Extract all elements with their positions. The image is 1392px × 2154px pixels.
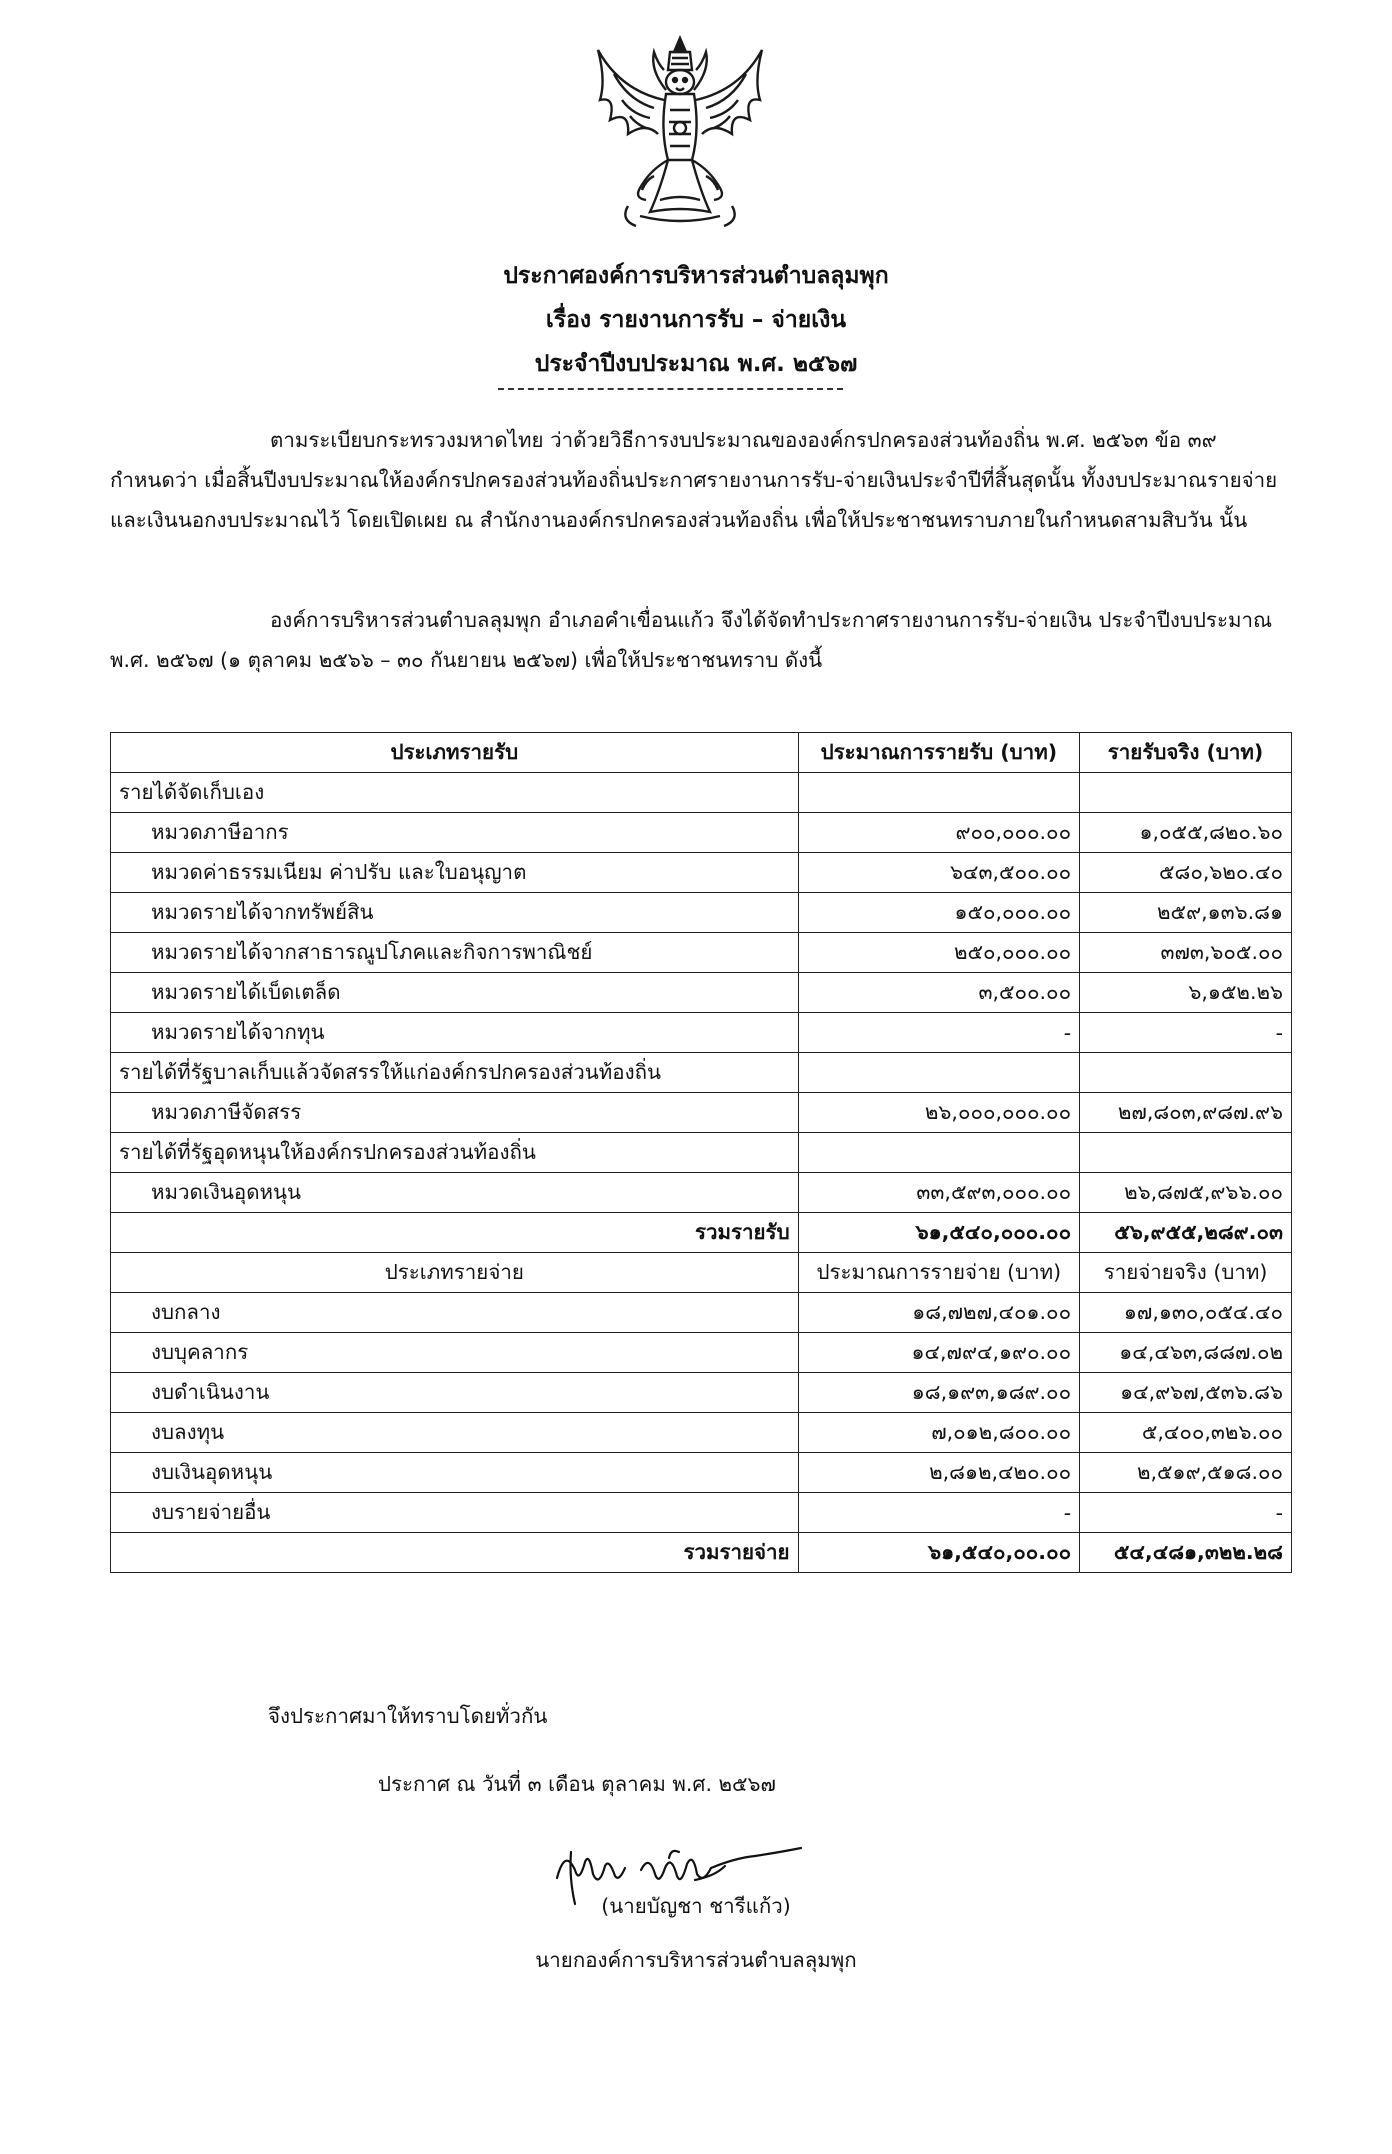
row-label: งบกลาง xyxy=(111,1293,799,1333)
statement-paragraph xyxy=(110,600,1280,680)
row-actual: - xyxy=(1080,1013,1292,1053)
table-row xyxy=(111,973,1292,1013)
income-header-row xyxy=(111,733,1292,773)
row-estimate: ๑๔,๗๙๔,๑๙๐.๐๐ xyxy=(798,1333,1080,1373)
table-row xyxy=(111,1053,1292,1093)
row-actual: ๑๗,๑๓๐,๐๕๔.๔๐ xyxy=(1080,1293,1292,1333)
table-row xyxy=(111,893,1292,933)
row-label: งบบุคลากร xyxy=(111,1333,799,1373)
row-label: งบเงินอุดหนุน xyxy=(111,1453,799,1493)
row-actual: ๖,๑๕๒.๒๖ xyxy=(1080,973,1292,1013)
announcement-fiscal-year: ประจำปีงบประมาณ พ.ศ. ๒๕๖๗ xyxy=(534,351,858,377)
row-label: รายได้ที่รัฐอุดหนุนให้องค์กรปกครองส่วนท้องถิ่น xyxy=(111,1133,799,1173)
announcement-subject: เรื่อง รายงานการรับ – จ่ายเงิน xyxy=(545,307,847,333)
row-estimate: ๒,๘๑๒,๔๒๐.๐๐ xyxy=(798,1453,1080,1493)
income-total-row xyxy=(111,1213,1292,1253)
row-actual: ๒,๕๑๙,๕๑๘.๐๐ xyxy=(1080,1453,1292,1493)
expense-total-estimate: ๖๑,๕๔๐,๐๐.๐๐ xyxy=(798,1533,1080,1573)
income-actual-header: รายรับจริง (บาท) xyxy=(1080,733,1292,773)
expense-type-header: ประเภทรายจ่าย xyxy=(111,1253,799,1293)
row-label: หมวดรายได้เบ็ดเตล็ด xyxy=(111,973,799,1013)
row-actual: ๑๔,๔๖๓,๘๘๗.๐๒ xyxy=(1080,1333,1292,1373)
expense-total-label: รวมรายจ่าย xyxy=(111,1533,799,1573)
row-estimate: ๑๘,๑๙๓,๑๘๙.๐๐ xyxy=(798,1373,1080,1413)
row-estimate xyxy=(798,1053,1080,1093)
garuda-emblem-icon xyxy=(580,30,780,240)
row-label: หมวดรายได้จากสาธารณูปโภคและกิจการพาณิชย์ xyxy=(111,933,799,973)
signer-name: (นายบัญชา ชารีแก้ว) xyxy=(601,1894,791,1918)
row-label: หมวดภาษีอากร xyxy=(111,813,799,853)
income-estimate-header: ประมาณการรายรับ (บาท) xyxy=(798,733,1080,773)
expense-actual-header: รายจ่ายจริง (บาท) xyxy=(1080,1253,1292,1293)
table-row xyxy=(111,1173,1292,1213)
row-label: รายได้จัดเก็บเอง xyxy=(111,773,799,813)
income-total-label: รวมรายรับ xyxy=(111,1213,799,1253)
row-actual: ๑๔,๙๖๗,๕๓๖.๘๖ xyxy=(1080,1373,1292,1413)
income-expense-table xyxy=(110,732,1292,1573)
row-actual: ๑,๐๕๕,๘๒๐.๖๐ xyxy=(1080,813,1292,853)
intro-paragraph-text: ตามระเบียบกระทรวงมหาดไทย ว่าด้วยวิธีการงบประมาณขององค์กรปกครองส่วนท้องถิ่น พ.ศ. ๒๕๖๓ ข้อ ๓๙ กำหนดว่า เมื่อสิ้นปีงบประมาณให้องค์กรปกครองส่วนท้องถิ่นประกาศรายงานการรับ-จ่ายเงินประจำปีที่สิ้นสุดนั้น ทั้งงบประมาณรายจ่ายและเงินนอกงบประมาณไว้ โดยเปิดเผย ณ สำนักงานองค์กรปกครองส่วนท้องถิ่น เพื่อให้ประชาชนทราบภายในกำหนดสามสิบวัน นั้น xyxy=(110,428,1278,532)
row-actual xyxy=(1080,1133,1292,1173)
table-row xyxy=(111,1013,1292,1053)
closing-statement: จึงประกาศมาให้ทราบโดยทั่วกัน xyxy=(268,1704,548,1728)
row-actual xyxy=(1080,1053,1292,1093)
row-actual: ๒๗,๘๐๓,๙๘๗.๙๖ xyxy=(1080,1093,1292,1133)
row-estimate: - xyxy=(798,1493,1080,1533)
row-label: งบรายจ่ายอื่น xyxy=(111,1493,799,1533)
table-row xyxy=(111,933,1292,973)
row-estimate xyxy=(798,1133,1080,1173)
announcement-date: ประกาศ ณ วันที่ ๓ เดือน ตุลาคม พ.ศ. ๒๕๖๗ xyxy=(378,1772,776,1796)
statement-paragraph-text: องค์การบริหารส่วนตำบลลุมพุก อำเภอคำเขื่อนแก้ว จึงได้จัดทำประกาศรายงานการรับ-จ่ายเงิน ประจำปีงบประมาณ พ.ศ. ๒๕๖๗ (๑ ตุลาคม ๒๕๖๖ – ๓๐ กันยายน ๒๕๖๗) เพื่อให้ประชาชนทราบ ดังนี้ xyxy=(110,608,1272,672)
income-total-estimate: ๖๑,๕๔๐,๐๐๐.๐๐ xyxy=(798,1213,1080,1253)
table-row xyxy=(111,1453,1292,1493)
table-row xyxy=(111,773,1292,813)
row-estimate xyxy=(798,773,1080,813)
row-actual: ๓๗๓,๖๐๕.๐๐ xyxy=(1080,933,1292,973)
row-label: หมวดรายได้จากทุน xyxy=(111,1013,799,1053)
expense-estimate-header: ประมาณการรายจ่าย (บาท) xyxy=(798,1253,1080,1293)
row-estimate: ๓,๕๐๐.๐๐ xyxy=(798,973,1080,1013)
row-actual: ๒๖,๘๗๕,๙๖๖.๐๐ xyxy=(1080,1173,1292,1213)
table-row xyxy=(111,1133,1292,1173)
row-actual: ๕,๔๐๐,๓๒๖.๐๐ xyxy=(1080,1413,1292,1453)
row-actual: ๒๕๙,๑๓๖.๘๑ xyxy=(1080,893,1292,933)
table-row xyxy=(111,1333,1292,1373)
income-type-header: ประเภทรายรับ xyxy=(111,733,799,773)
table-row xyxy=(111,853,1292,893)
expense-header-row xyxy=(111,1253,1292,1293)
row-label: งบดำเนินงาน xyxy=(111,1373,799,1413)
row-label: งบลงทุน xyxy=(111,1413,799,1453)
expense-total-actual: ๕๔,๔๘๑,๓๒๒.๒๘ xyxy=(1080,1533,1292,1573)
row-label: หมวดภาษีจัดสรร xyxy=(111,1093,799,1133)
intro-paragraph xyxy=(110,420,1280,540)
row-actual xyxy=(1080,773,1292,813)
table-row xyxy=(111,1293,1292,1333)
table-row xyxy=(111,1493,1292,1533)
row-estimate: ๙๐๐,๐๐๐.๐๐ xyxy=(798,813,1080,853)
row-estimate: ๑๘,๗๒๗,๔๐๑.๐๐ xyxy=(798,1293,1080,1333)
row-estimate: ๓๓,๕๙๓,๐๐๐.๐๐ xyxy=(798,1173,1080,1213)
row-label: หมวดรายได้จากทรัพย์สิน xyxy=(111,893,799,933)
table-row xyxy=(111,1373,1292,1413)
row-actual: - xyxy=(1080,1493,1292,1533)
table-row xyxy=(111,813,1292,853)
table-row xyxy=(111,1413,1292,1453)
table-row xyxy=(111,1093,1292,1133)
announcement-title: ประกาศองค์การบริหารส่วนตำบลลุมพุก xyxy=(503,263,889,289)
row-label: หมวดเงินอุดหนุน xyxy=(111,1173,799,1213)
title-divider xyxy=(498,388,843,390)
row-label: รายได้ที่รัฐบาลเก็บแล้วจัดสรรให้แก่องค์กรปกครองส่วนท้องถิ่น xyxy=(111,1053,799,1093)
row-estimate: ๑๕๐,๐๐๐.๐๐ xyxy=(798,893,1080,933)
row-label: หมวดค่าธรรมเนียม ค่าปรับ และใบอนุญาต xyxy=(111,853,799,893)
expense-total-row xyxy=(111,1533,1292,1573)
row-actual: ๕๘๐,๖๒๐.๔๐ xyxy=(1080,853,1292,893)
row-estimate: ๗,๐๑๒,๘๐๐.๐๐ xyxy=(798,1413,1080,1453)
row-estimate: ๒๖,๐๐๐,๐๐๐.๐๐ xyxy=(798,1093,1080,1133)
row-estimate: - xyxy=(798,1013,1080,1053)
income-total-actual: ๕๖,๙๕๕,๒๘๙.๐๓ xyxy=(1080,1213,1292,1253)
signer-position: นายกองค์การบริหารส่วนตำบลลุมพุก xyxy=(535,1948,857,1972)
row-estimate: ๒๕๐,๐๐๐.๐๐ xyxy=(798,933,1080,973)
row-estimate: ๖๔๓,๕๐๐.๐๐ xyxy=(798,853,1080,893)
